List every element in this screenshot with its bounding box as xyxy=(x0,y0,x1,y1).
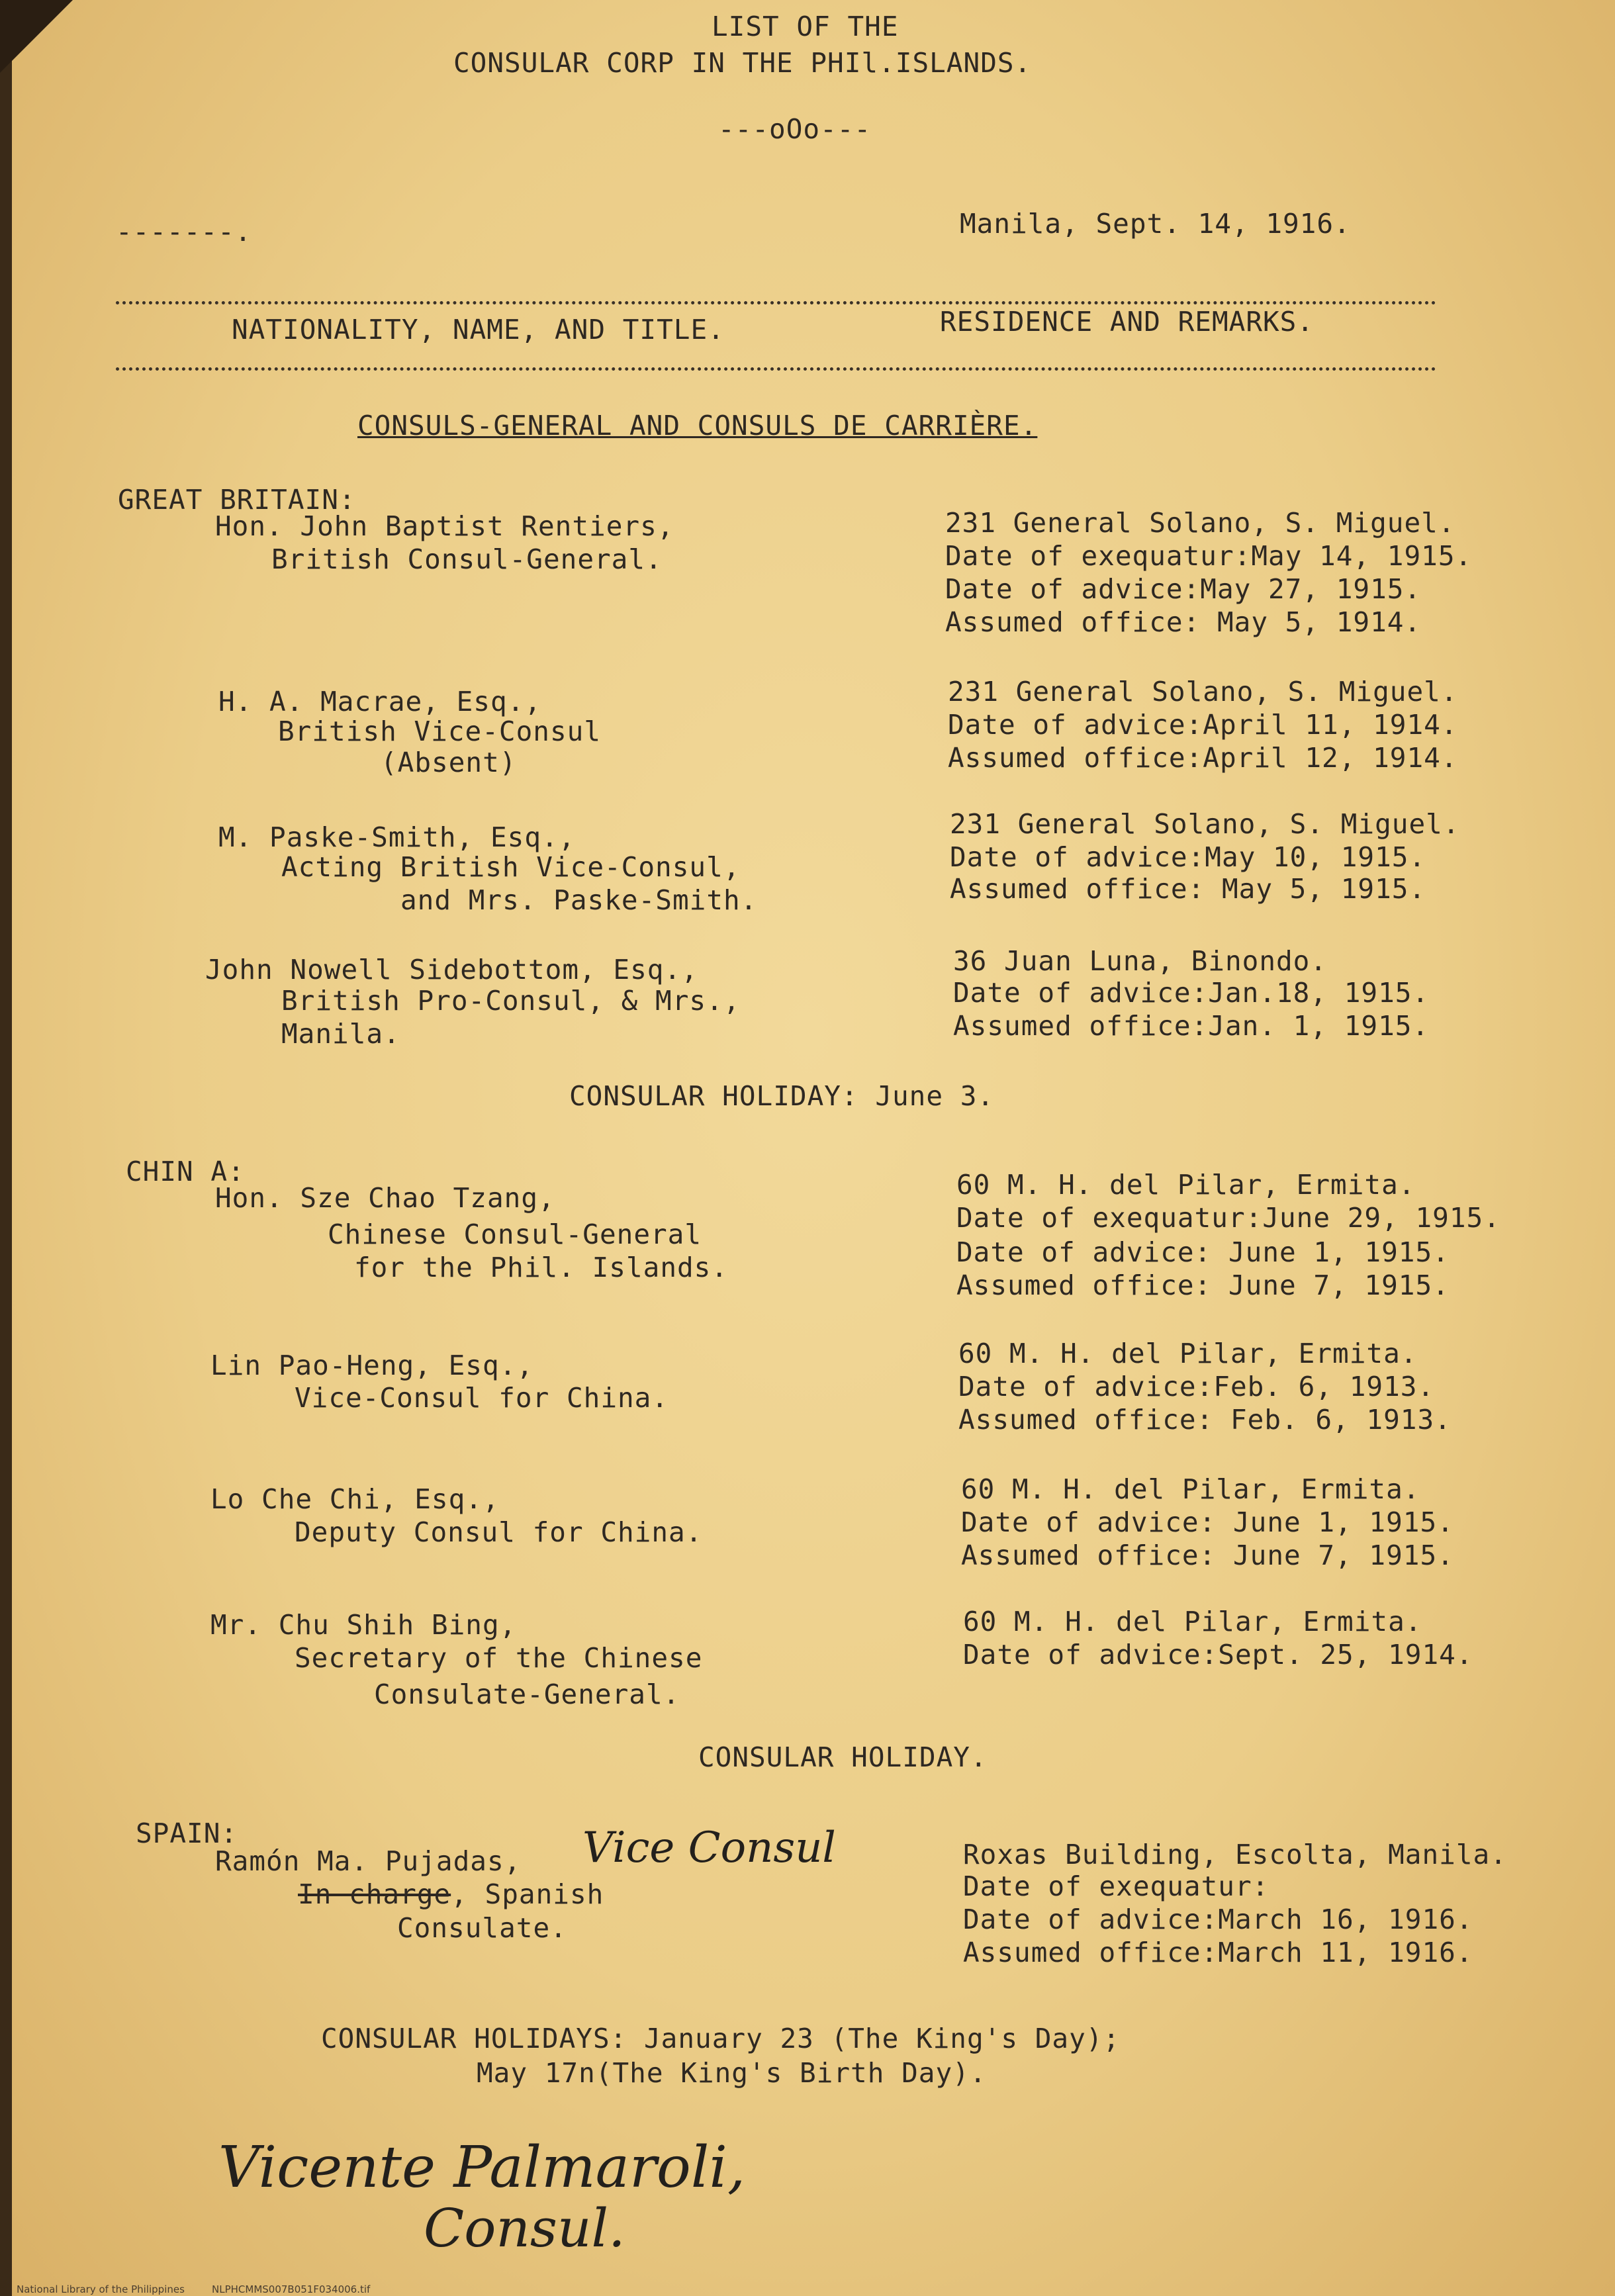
es-name-2-rest: , Spanish xyxy=(451,1878,604,1910)
left-marker: -------. xyxy=(116,216,252,248)
gb-3-name-3: and Mrs. Paske-Smith. xyxy=(400,884,758,916)
es-remark-3: Date of advice:March 16, 1916. xyxy=(963,1904,1473,1935)
signature-title: Consul. xyxy=(424,2197,625,2259)
cn-2-name-2: Vice-Consul for China. xyxy=(295,1382,669,1414)
cn-holiday: CONSULAR HOLIDAY. xyxy=(698,1741,988,1773)
cn-4-name-2: Secretary of the Chinese xyxy=(295,1642,703,1674)
cn-1-remark-2: Date of exequatur:June 29, 1915. xyxy=(956,1202,1500,1234)
cn-4-name-1: Mr. Chu Shih Bing, xyxy=(210,1609,517,1641)
cn-3-remark-2: Date of advice: June 1, 1915. xyxy=(961,1506,1454,1538)
gb-4-name-3: Manila. xyxy=(281,1018,400,1050)
gb-2-name-2: British Vice-Consul xyxy=(278,715,601,747)
document-date: Manila, Sept. 14, 1916. xyxy=(960,208,1351,240)
cn-2-remark-3: Assumed office: Feb. 6, 1913. xyxy=(958,1404,1452,1436)
gb-3-name-1: M. Paske-Smith, Esq., xyxy=(218,821,576,853)
gb-1-remark-4: Assumed office: May 5, 1914. xyxy=(945,606,1422,638)
signature-name: Vicente Palmaroli, xyxy=(218,2135,746,2201)
cn-4-name-3: Consulate-General. xyxy=(374,1678,680,1710)
es-name-2 xyxy=(298,1878,604,1910)
cn-1-remark-1: 60 M. H. del Pilar, Ermita. xyxy=(956,1169,1416,1201)
es-remark-4: Assumed office:March 11, 1916. xyxy=(963,1937,1473,1968)
cn-3-name-1: Lo Che Chi, Esq., xyxy=(210,1483,500,1515)
column-header-left: NATIONALITY, NAME, AND TITLE. xyxy=(232,314,725,345)
cn-4-remark-1: 60 M. H. del Pilar, Ermita. xyxy=(963,1606,1422,1637)
cn-3-name-2: Deputy Consul for China. xyxy=(295,1516,703,1548)
spain-heading: SPAIN: xyxy=(136,1817,238,1849)
scan-edge-left xyxy=(0,0,12,2296)
gb-2-name-1: H. A. Macrae, Esq., xyxy=(218,686,541,717)
es-remark-2: Date of exequatur: xyxy=(963,1870,1269,1902)
china-heading: CHIN A: xyxy=(126,1156,245,1187)
es-name-1: Ramón Ma. Pujadas, xyxy=(215,1845,522,1877)
handwritten-vice-consul: Vice Consul xyxy=(582,1823,836,1872)
gb-4-name-2: British Pro-Consul, & Mrs., xyxy=(281,985,741,1017)
great-britain-heading: GREAT BRITAIN: xyxy=(118,484,356,516)
es-name-3: Consulate. xyxy=(397,1912,567,1944)
divider-bottom xyxy=(116,367,1436,371)
cn-1-remark-4: Assumed office: June 7, 1915. xyxy=(956,1269,1450,1301)
gb-3-remark-2: Date of advice:May 10, 1915. xyxy=(950,841,1426,873)
es-remark-1: Roxas Building, Escolta, Manila. xyxy=(963,1839,1507,1870)
cn-3-remark-3: Assumed office: June 7, 1915. xyxy=(961,1539,1454,1571)
footer-file: NLPHCMMS007B051F034006.tif xyxy=(212,2283,371,2295)
gb-2-remark-1: 231 General Solano, S. Miguel. xyxy=(948,676,1458,708)
gb-1-remark-1: 231 General Solano, S. Miguel. xyxy=(945,507,1455,539)
es-holidays-1: CONSULAR HOLIDAYS: January 23 (The King's Day); xyxy=(321,2023,1121,2054)
cn-1-name-1: Hon. Sze Chao Tzang, xyxy=(215,1182,555,1214)
gb-3-remark-3: Assumed office: May 5, 1915. xyxy=(950,873,1426,905)
cn-1-name-3: for the Phil. Islands. xyxy=(354,1252,729,1283)
gb-holiday: CONSULAR HOLIDAY: June 3. xyxy=(569,1080,995,1112)
folded-corner xyxy=(0,0,73,73)
cn-1-name-2: Chinese Consul-General xyxy=(328,1218,702,1250)
cn-3-remark-1: 60 M. H. del Pilar, Ermita. xyxy=(961,1473,1420,1505)
es-holidays-2: May 17n(The King's Birth Day). xyxy=(477,2057,987,2089)
gb-1-remark-2: Date of exequatur:May 14, 1915. xyxy=(945,540,1473,572)
gb-1-name-2: British Consul-General. xyxy=(271,543,663,575)
gb-3-name-2: Acting British Vice-Consul, xyxy=(281,851,741,883)
gb-4-name-1: John Nowell Sidebottom, Esq., xyxy=(205,954,698,986)
gb-2-remark-2: Date of advice:April 11, 1914. xyxy=(948,709,1458,741)
column-header-right: RESIDENCE AND REMARKS. xyxy=(940,306,1315,338)
footer-archive: National Library of the Philippines xyxy=(17,2283,185,2295)
cn-2-remark-2: Date of advice:Feb. 6, 1913. xyxy=(958,1371,1435,1402)
title-line-2: CONSULAR CORP IN THE PHIl.ISLANDS. xyxy=(453,47,1032,79)
cn-4-remark-2: Date of advice:Sept. 25, 1914. xyxy=(963,1639,1473,1671)
gb-4-remark-3: Assumed office:Jan. 1, 1915. xyxy=(953,1010,1430,1042)
struck-in-charge: In charge xyxy=(298,1878,451,1910)
gb-4-remark-2: Date of advice:Jan.18, 1915. xyxy=(953,977,1430,1009)
gb-2-name-3: (Absent) xyxy=(381,747,517,778)
cn-2-remark-1: 60 M. H. del Pilar, Ermita. xyxy=(958,1338,1418,1369)
title-ornament: ---oOo--- xyxy=(718,113,872,145)
gb-2-remark-3: Assumed office:April 12, 1914. xyxy=(948,742,1458,774)
gb-4-remark-1: 36 Juan Luna, Binondo. xyxy=(953,945,1328,977)
gb-3-remark-1: 231 General Solano, S. Miguel. xyxy=(950,808,1460,840)
title-line-1: LIST OF THE xyxy=(712,11,899,42)
section-title: CONSULS-GENERAL AND CONSULS DE CARRIÈRE. xyxy=(357,410,1038,441)
cn-2-name-1: Lin Pao-Heng, Esq., xyxy=(210,1350,533,1381)
cn-1-remark-3: Date of advice: June 1, 1915. xyxy=(956,1236,1450,1268)
gb-1-remark-3: Date of advice:May 27, 1915. xyxy=(945,573,1422,605)
gb-1-name-1: Hon. John Baptist Rentiers, xyxy=(215,510,674,542)
divider-top xyxy=(116,301,1436,304)
